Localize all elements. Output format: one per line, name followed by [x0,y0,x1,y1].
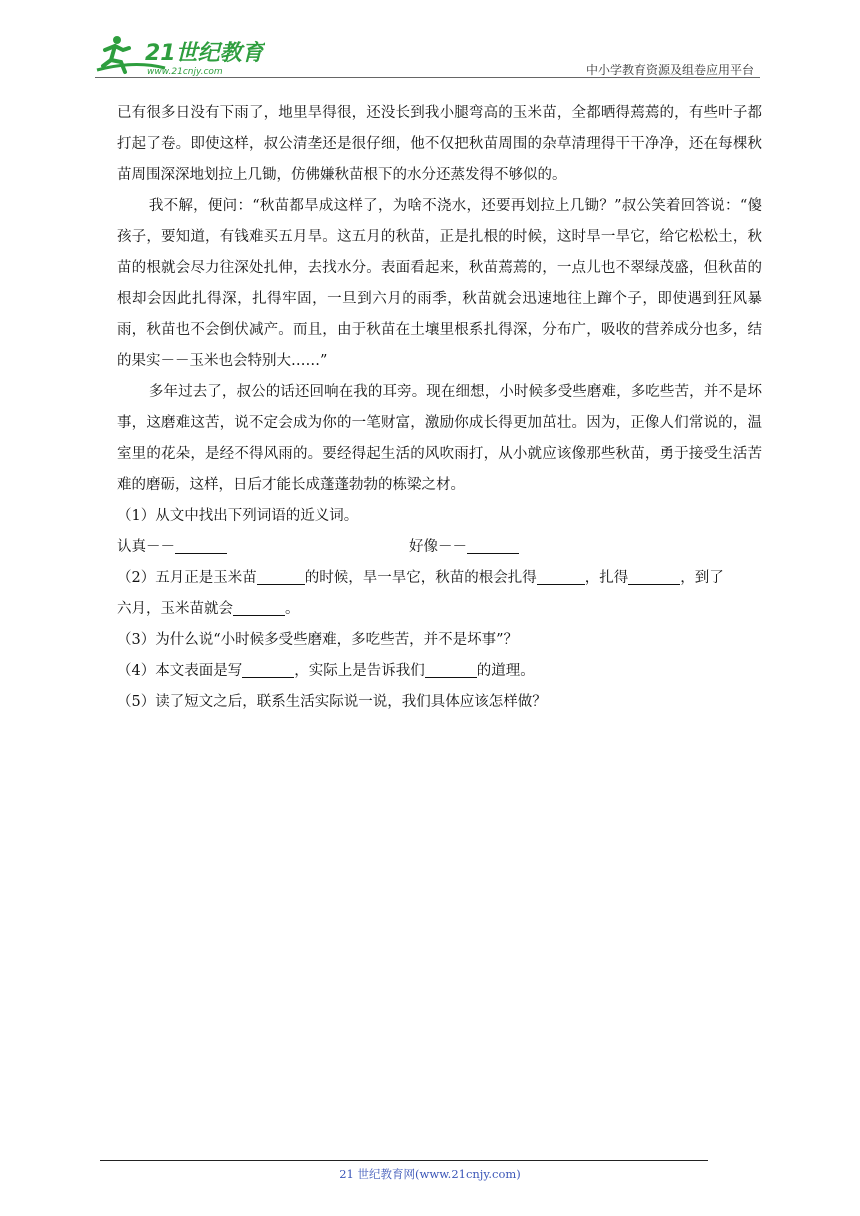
q1-word-b: 好像－－ [409,539,467,555]
q2-text: 六月，玉米苗就会 [117,601,233,617]
question-2-line-1 [117,563,762,594]
q4-text: ，实际上是告诉我们 [294,663,425,679]
header-divider [95,77,760,78]
question-4 [117,656,762,687]
q4-text: 的道理。 [476,663,535,679]
passage-paragraph-3: 多年过去了，叔公的话还回响在我的耳旁。现在细想，小时候多受些磨难，多吃些苦，并不是坏事，这磨难这苦，说不定会成为你的一笔财富，激励你成长得更加茁壮。因为，正像人们常说的，温室里的花朵，是经不得风雨的。要经得起生活的风吹雨打，从小就应该像那些秋苗，勇于接受生活苦难的磨砺，这样，日后才能长成蓬蓬勃勃的栋梁之材。 [117,384,762,493]
passage-paragraph-2: 我不解，便问：“秋苗都旱成这样了，为啥不浇水，还要再划拉上几锄？”叔公笑着回答说：“傻孩子，要知道，有钱难买五月旱。这五月的秋苗，正是扎根的时候，这时旱一旱它，给它松松土，秋苗的根就会尽力往深处扎伸，去找水分。表面看起来，秋苗蔫蔫的，一点儿也不翠绿茂盛，但秋苗的根却会因此扎得深，扎得牢固，一旦到六月的雨季，秋苗就会迅速地往上蹿个子，即使遇到狂风暴雨，秋苗也不会倒伏减产。而且，由于秋苗在土壤里根系扎得深，分布广，吸收的营养成分也多，结的果实－－玉米也会特别大……” [117,198,762,369]
q2-text: 的时候，旱一旱它，秋苗的根会扎得 [304,570,537,586]
platform-label: 中小学教育资源及组卷应用平台 [585,63,754,77]
site-logo [95,32,265,78]
question-5: （5）读了短文之后，联系生活实际说一说，我们具体应该怎样做？ [117,694,547,710]
q4-text: （4）本文表面是写 [117,663,243,679]
question-2-line-2 [117,594,762,625]
footer-text: 21 世纪教育网(www.21cnjy.com) [339,1167,521,1181]
passage-paragraph-1: 已有很多日没有下雨了，地里旱得很，还没长到我小腿弯高的玉米苗，全都晒得蔫蔫的，有些叶子都打起了卷。即使这样，叔公清垄还是很仔细，他不仅把秋苗周围的杂草清理得干干净净，还在每棵秋苗周围深深地划拉上几锄，仿佛嫌秋苗根下的水分还蒸发得不够似的。 [117,105,762,183]
q1-word-a: 认真－－ [117,539,175,555]
svg-text:www.21cnjy.com: www.21cnjy.com [147,67,223,77]
answer-blank[interactable] [628,568,680,585]
question-1-answers [117,532,762,563]
answer-blank[interactable] [537,568,585,585]
answer-blank[interactable] [242,661,294,678]
question-3: （3）为什么说“小时候多受些磨难，多吃些苦，并不是坏事”？ [117,632,519,648]
q2-text: 。 [285,601,300,617]
answer-blank[interactable] [467,537,519,554]
answer-blank[interactable] [425,661,477,678]
footer-divider [100,1160,708,1161]
q1-word-b-group [409,532,519,563]
answer-blank[interactable] [175,537,227,554]
q2-text: ，扎得 [584,570,629,586]
question-1: （1）从文中找出下列词语的近义词。 [117,508,359,524]
answer-blank[interactable] [233,599,285,616]
page-header [95,32,760,78]
svg-text:21世纪教育: 21世纪教育 [145,41,264,66]
q2-text: （2）五月正是玉米苗 [117,570,257,586]
answer-blank[interactable] [257,568,305,585]
document-body [117,98,762,718]
q2-text: ，到了 [680,570,724,586]
